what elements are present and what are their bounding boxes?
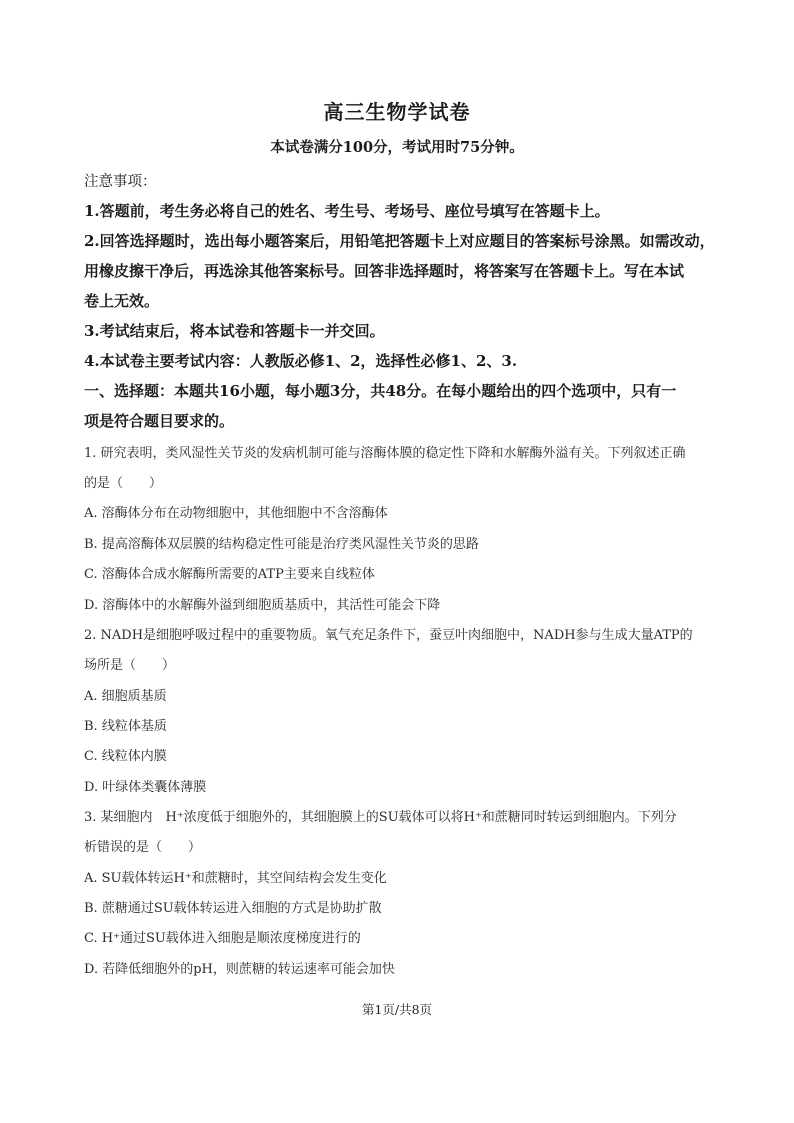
question-2-option-c: C. 线粒体内膜: [84, 749, 167, 764]
question-2-option-d: D. 叶绿体类囊体薄膜: [84, 780, 207, 795]
question-3-stem-line-2: 析错误的是（ ）: [84, 840, 202, 855]
question-1-option-d: D. 溶酶体中的水解酶外溢到细胞质基质中，其活性可能会下降: [84, 598, 441, 613]
section-heading-line-1: 一、选择题：本题共16小题，每小题3分，共48分。在每小题给出的四个选项中，只有一: [84, 382, 677, 400]
question-1-stem-line-2: 的是（ ）: [84, 476, 163, 491]
question-2-stem-line-1: 2. NADH是细胞呼吸过程中的重要物质。氧气充足条件下，蚕豆叶肉细胞中，NADH参与生成大量ATP的: [84, 628, 693, 643]
question-1-option-c: C. 溶酶体合成水解酶所需要的ATP主要来自线粒体: [84, 567, 375, 582]
exam-subtitle: 本试卷满分100分，考试用时75分钟。: [270, 139, 524, 156]
note-item-3: 3.考试结束后，将本试卷和答题卡一并交回。: [84, 322, 385, 340]
page-number: 第1页/共8页: [361, 1002, 433, 1017]
question-2-option-b: B. 线粒体基质: [84, 719, 167, 734]
note-item-4: 4.本试卷主要考试内容：人教版必修1、2，选择性必修1、2、3.: [84, 352, 518, 370]
question-3-option-d: D. 若降低细胞外的pH，则蔗糖的转运速率可能会加快: [84, 962, 395, 977]
question-3-option-c: C. H⁺通过SU载体进入细胞是顺浓度梯度进行的: [84, 931, 361, 946]
exam-title: 高三生物学试卷: [323, 100, 471, 124]
note-item-2-line-3: 卷上无效。: [84, 292, 160, 310]
question-1-option-b: B. 提高溶酶体双层膜的结构稳定性可能是治疗类风湿性关节炎的思路: [84, 537, 479, 552]
question-2-stem-line-2: 场所是（ ）: [84, 658, 176, 673]
section-heading-line-2: 项是符合题目要求的。: [84, 412, 235, 430]
question-3-option-a: A. SU载体转运H⁺和蔗糖时，其空间结构会发生变化: [84, 871, 387, 886]
question-3-stem-line-1: 3. 某细胞内 H⁺浓度低于细胞外的，其细胞膜上的SU载体可以将H⁺和蔗糖同时转运到细胞内。下列分: [84, 810, 677, 825]
question-2-option-a: A. 细胞质基质: [84, 689, 167, 704]
question-1-stem-line-1: 1. 研究表明，类风湿性关节炎的发病机制可能与溶酶体膜的稳定性下降和水解酶外溢有关。下列叙述正确: [84, 446, 686, 461]
note-item-1: 1.答题前，考生务必将自己的姓名、考生号、考场号、座位号填写在答题卡上。: [84, 202, 610, 220]
question-3-option-b: B. 蔗糖通过SU载体转运进入细胞的方式是协助扩散: [84, 901, 382, 916]
note-item-2-line-1: 2.回答选择题时，选出每小题答案后，用铅笔把答题卡上对应题目的答案标号涂黑。如需改动，: [84, 232, 715, 250]
question-1-option-a: A. 溶酶体分布在动物细胞中，其他细胞中不含溶酶体: [84, 506, 388, 521]
notes-heading: 注意事项：: [84, 174, 157, 190]
note-item-2-line-2: 用橡皮擦干净后，再选涂其他答案标号。回答非选择题时，将答案写在答题卡上。写在本试: [84, 262, 685, 280]
